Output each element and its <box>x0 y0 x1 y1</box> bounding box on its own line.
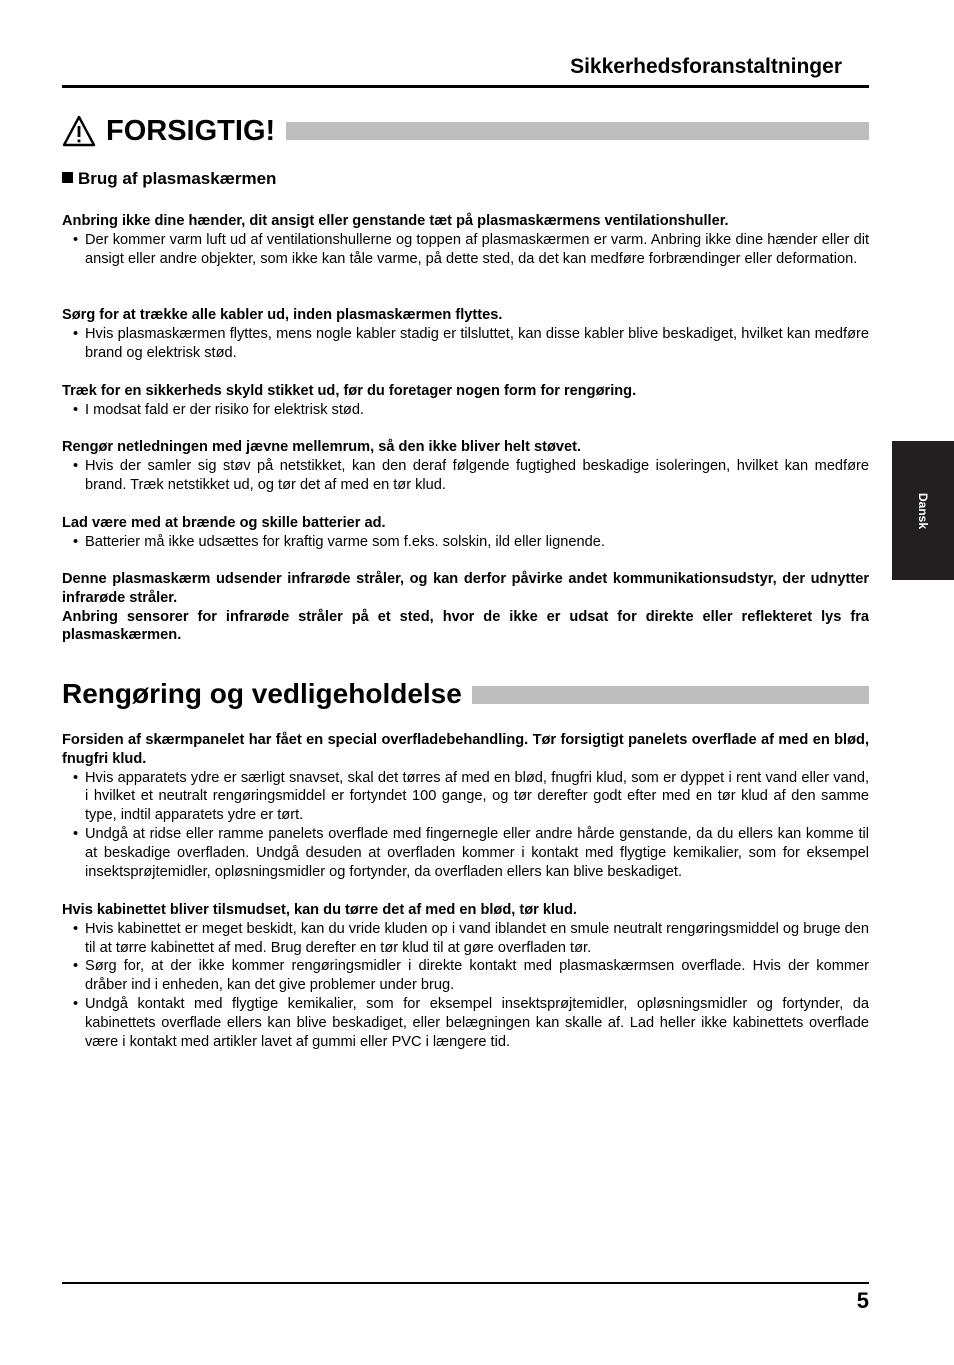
caution-bullet: • Batterier må ikke udsættes for kraftig varme som f.eks. solskin, ild eller lignende. <box>62 533 869 552</box>
caution-item <box>62 438 869 494</box>
caution-bullet: • Der kommer varm luft ud af ventilationshullerne og toppen af plasmaskærmen er varm. Anbring ikke dine hænder eller dit ansigt eller andre objekter, som ikke kan tåle varme, på dette sted, da det kan medføre forbrændinger eller deformation. <box>62 231 869 269</box>
caution-item <box>62 212 869 268</box>
caution-bullet: • Hvis der samler sig støv på netstikket, kan den deraf følgende fugtighed beskadige isoleringen, hvilket kan medføre brand. Træk netstikket ud, og tør det af med en tør klud. <box>62 457 869 495</box>
maintenance-bullet: • Sørg for, at der ikke kommer rengøringsmidler i direkte kontakt med plasmaskærmsen overflade. Hvis der kommer dråber ind i enheden, kan det give problemer under brug. <box>62 957 869 995</box>
maintenance-bullet: • Undgå kontakt med flygtige kemikalier, som for eksempel insektsprøjtemidler, opløsningsmidler og fortynder, da kabinettets overflade ellers kan blive beskadiget, eller belægningen kan skalle af. Lad heller ikke kabinettets overflade være i kontakt med artikler lavet af gummi eller PVC i længere tid. <box>62 995 869 1051</box>
caution-item <box>62 306 869 362</box>
header-divider <box>62 85 869 88</box>
page-number: 5 <box>856 1288 869 1313</box>
subsection-heading <box>62 169 276 189</box>
maintenance-title-bar <box>472 686 869 704</box>
warning-icon <box>62 115 96 147</box>
maintenance-bullet: • Undgå at ridse eller ramme panelets overflade med fingernegle eller andre hårde genstande, da du ellers kan komme til at beskadige overfladen. Undgå desuden at overfladen kommer i kontakt med flygtige kemikalier, som for eksempel insektsprøjtemidler, opløsningsmidler og fortynder, da overfladen ellers kan blive beskadiget. <box>62 825 869 881</box>
maintenance-bullet: • Hvis apparatets ydre er særligt snavset, skal det tørres af med en blød, fnugfri klud, som er dyppet i rent vand eller vand, i hvilket et neutralt rengøringsmiddel er fortyndet 100 gange, og tør derefter godt efter med en tør klud af den samme type, indtil apparatets ydre er tørt. <box>62 769 869 825</box>
caution-heading <box>62 113 869 149</box>
caution-heading-text: Anbring sensorer for infrarøde stråler på et sted, hvor de ikke er udsat for direkte eller reflekteret lys fra plasmaskærmen. <box>62 608 869 644</box>
maintenance-heading <box>62 676 869 712</box>
maintenance-title: Rengøring og vedligeholdelse <box>62 678 462 709</box>
maintenance-bullet: • Hvis kabinettet er meget beskidt, kan du vride kluden op i vand iblandet en smule neutralt rengøringsmiddel og bruge den til at tørre kabinettet af med. Brug derefter en tør klud til at gøre overfladen tør. <box>62 920 869 958</box>
caution-item <box>62 382 869 420</box>
caution-title: FORSIGTIG! <box>106 115 276 147</box>
caution-heading-text: Træk for en sikkerheds skyld stikket ud, før du foretager nogen form for rengøring. <box>62 383 637 399</box>
maintenance-heading-text: Hvis kabinettet bliver tilsmudset, kan du tørre det af med en blød, tør klud. <box>62 902 577 918</box>
caution-item <box>62 514 869 552</box>
subsection-title: Brug af plasmaskærmen <box>78 169 277 188</box>
language-tab <box>892 441 954 580</box>
caution-heading-text: Denne plasmaskærm udsender infrarøde stråler, og kan derfor påvirke andet kommunikationsudstyr, der udnytter infrarøde stråler. <box>62 571 869 606</box>
square-bullet-icon <box>62 172 73 183</box>
footer-divider <box>62 1282 869 1284</box>
caution-item <box>62 570 869 645</box>
caution-bullet: • Hvis plasmaskærmen flyttes, mens nogle kabler stadig er tilsluttet, kan disse kabler blive beskadiget, hvilket kan medføre brand og elektrisk stød. <box>62 325 869 363</box>
caution-heading-text: Anbring ikke dine hænder, dit ansigt eller genstande tæt på plasmaskærmens ventilationshuller. <box>62 213 729 229</box>
maintenance-item <box>62 731 869 881</box>
caution-heading-text: Sørg for at trække alle kabler ud, inden plasmaskærmen flyttes. <box>62 307 503 323</box>
caution-heading-text: Lad være med at brænde og skille batterier ad. <box>62 515 386 531</box>
maintenance-heading-text: Forsiden af skærmpanelet har fået en special overfladebehandling. Tør forsigtigt panelets overflade af med en blød, fnugfri klud. <box>62 732 869 767</box>
page-header-title: Sikkerhedsforanstaltninger <box>570 55 842 78</box>
caution-title-bar <box>286 122 869 140</box>
language-tab-label: Dansk <box>916 492 930 530</box>
caution-heading-text: Rengør netledningen med jævne mellemrum, så den ikke bliver helt støvet. <box>62 439 582 455</box>
caution-bullet: • I modsat fald er der risiko for elektrisk stød. <box>62 401 869 420</box>
maintenance-item <box>62 901 869 1051</box>
